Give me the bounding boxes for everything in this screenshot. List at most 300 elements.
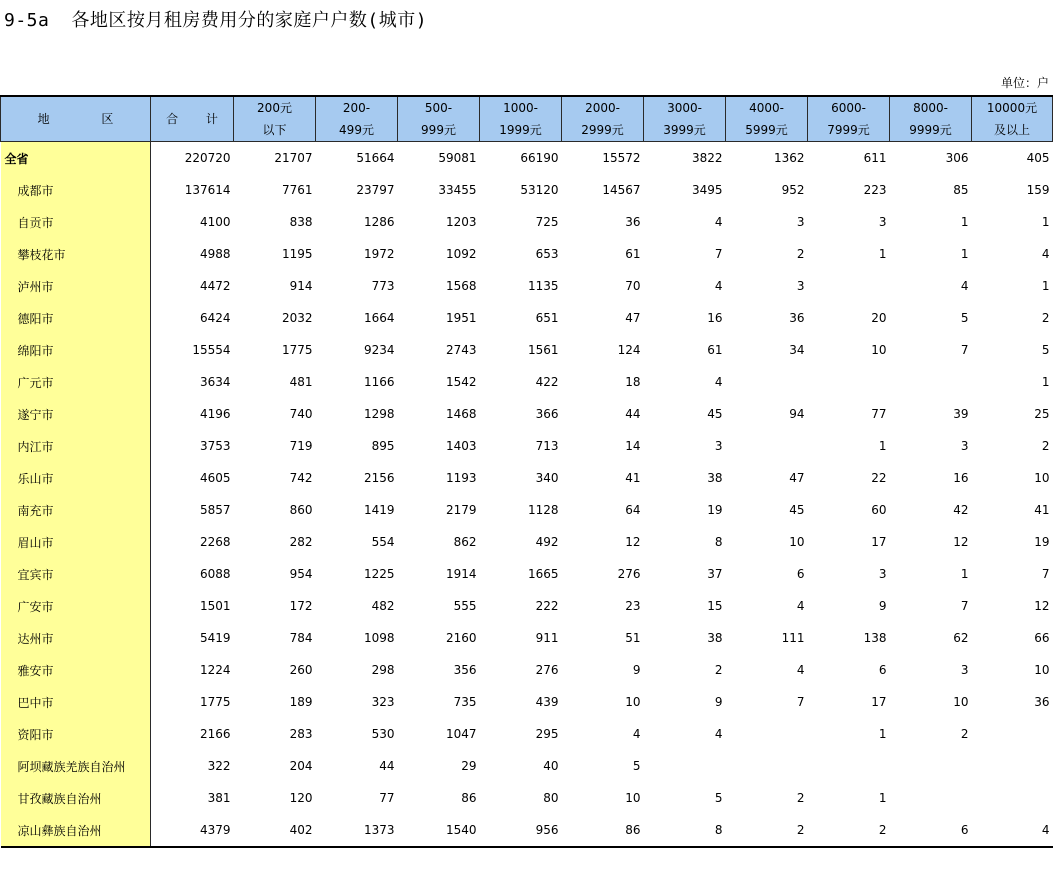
value-cell: 42 [953,503,969,517]
value-cell: 911 [535,631,559,645]
value-cell: 59081 [438,151,477,165]
table-number: 9-5a [4,10,50,31]
value-cell: 41 [1034,503,1050,517]
value-cell: 7 [796,695,805,709]
value-cell: 120 [289,791,313,805]
value-cell [890,782,972,814]
value-cell: 111 [781,631,805,645]
value-cell: 21707 [274,151,313,165]
header-row [1,96,1053,142]
value-cell: 16 [953,471,969,485]
value-cell: 1540 [398,814,480,847]
value-cell [972,750,1053,782]
value-cell: 25 [1034,407,1050,421]
value-cell: 159 [1026,183,1050,197]
value-cell: 1468 [445,407,477,421]
value-cell: 323 [371,695,395,709]
value-cell: 4 [714,727,723,741]
value-cell: 1 [1041,375,1050,389]
value-cell: 2160 [445,631,477,645]
table-row [1,654,1053,686]
value-cell: 3 [878,567,887,581]
value-cell [726,750,808,782]
value-cell: 18 [625,375,641,389]
table-row [1,302,1053,334]
value-cell [644,750,726,782]
value-cell: 402 [234,814,316,847]
value-cell: 3 [796,279,805,293]
region-cell: 自贡市 [1,206,151,238]
header-col: 1000- 1999元 [480,96,562,142]
header-total: 合 计 [151,96,234,142]
value-cell: 742 [289,471,313,485]
region-cell: 成都市 [1,174,151,206]
value-cell: 3 [714,439,723,453]
value-cell: 340 [535,471,559,485]
region-cell: 泸州市 [1,270,151,302]
value-cell: 283 [289,727,313,741]
value-cell: 36 [1034,695,1050,709]
value-cell: 1775 [199,695,231,709]
value-cell: 6088 [199,567,231,581]
value-cell: 36 [789,311,805,325]
region-cell: 甘孜藏族自治州 [1,782,151,814]
value-cell: 1665 [527,567,559,581]
data-table-container [0,95,1053,848]
value-cell: 10 [953,695,969,709]
value-cell: 713 [535,439,559,453]
value-cell: 4988 [199,247,231,261]
value-cell: 1298 [363,407,395,421]
table-row [1,782,1053,814]
region-cell: 巴中市 [1,686,151,718]
value-cell: 3 [960,663,969,677]
value-cell: 137614 [184,183,231,197]
value-cell: 405 [1026,151,1050,165]
value-cell: 2 [1041,439,1050,453]
header-col: 500- 999元 [398,96,480,142]
value-cell: 10 [1034,471,1050,485]
value-cell: 2 [796,791,805,805]
value-cell: 2268 [199,535,231,549]
value-cell: 322 [207,759,231,773]
region-cell: 广安市 [1,590,151,622]
header-col: 2000- 2999元 [562,96,644,142]
page-title [4,6,427,32]
value-cell: 5857 [199,503,231,517]
value-cell: 1 [878,439,887,453]
value-cell [890,750,972,782]
value-cell: 220720 [184,151,231,165]
value-cell [972,782,1053,814]
value-cell: 956 [480,814,562,847]
value-cell [972,718,1053,750]
value-cell: 8 [644,814,726,847]
value-cell: 2 [796,247,805,261]
value-cell: 276 [535,663,559,677]
value-cell: 60 [871,503,887,517]
region-cell: 德阳市 [1,302,151,334]
value-cell: 5 [1041,343,1050,357]
value-cell: 1224 [199,663,231,677]
value-cell: 260 [289,663,313,677]
table-row [1,366,1053,398]
value-cell: 651 [535,311,559,325]
value-cell: 4379 [151,814,234,847]
table-row [1,430,1053,462]
value-cell: 276 [617,567,641,581]
value-cell: 53120 [520,183,559,197]
value-cell: 45 [707,407,723,421]
value-cell: 1951 [445,311,477,325]
value-cell: 5 [960,311,969,325]
value-cell: 86 [461,791,477,805]
table-title: 各地区按月租房费用分的家庭户户数(城市) [71,10,428,31]
value-cell: 4 [714,215,723,229]
table-row [1,750,1053,782]
value-cell: 1914 [445,567,477,581]
value-cell: 860 [289,503,313,517]
value-cell: 1568 [445,279,477,293]
data-table [0,95,1053,848]
value-cell: 7 [1041,567,1050,581]
value-cell: 4 [796,663,805,677]
table-row [1,334,1053,366]
table-row [1,398,1053,430]
unit-label: 单位：户 [1000,76,1049,90]
value-cell: 86 [562,814,644,847]
value-cell: 41 [625,471,641,485]
value-cell [808,750,890,782]
value-cell: 1225 [363,567,395,581]
table-row [1,686,1053,718]
region-cell: 绵阳市 [1,334,151,366]
value-cell: 2 [726,814,808,847]
value-cell: 1 [1041,215,1050,229]
value-cell: 895 [371,439,395,453]
value-cell: 773 [371,279,395,293]
value-cell: 439 [535,695,559,709]
value-cell: 16 [707,311,723,325]
value-cell: 4 [632,727,641,741]
value-cell: 10 [625,791,641,805]
value-cell: 23797 [356,183,395,197]
region-cell: 雅安市 [1,654,151,686]
value-cell: 1 [878,727,887,741]
value-cell: 62 [953,631,969,645]
value-cell: 5 [714,791,723,805]
value-cell: 61 [707,343,723,357]
region-cell: 资阳市 [1,718,151,750]
value-cell: 23 [625,599,641,613]
value-cell: 40 [543,759,559,773]
value-cell: 6 [878,663,887,677]
value-cell: 366 [535,407,559,421]
header-col: 200元 以下 [234,96,316,142]
value-cell: 295 [535,727,559,741]
value-cell: 4100 [199,215,231,229]
value-cell: 6 [890,814,972,847]
value-cell: 7761 [281,183,313,197]
value-cell: 2 [808,814,890,847]
value-cell: 66 [1034,631,1050,645]
value-cell: 77 [871,407,887,421]
value-cell: 735 [453,695,477,709]
value-cell: 3495 [691,183,723,197]
value-cell: 85 [953,183,969,197]
region-cell: 全省 [1,142,151,175]
value-cell: 1972 [363,247,395,261]
region-cell: 阿坝藏族羌族自治州 [1,750,151,782]
value-cell: 17 [871,695,887,709]
value-cell: 5 [632,759,641,773]
value-cell: 3 [960,439,969,453]
value-cell: 1047 [445,727,477,741]
value-cell: 10 [1034,663,1050,677]
value-cell: 124 [617,343,641,357]
value-cell: 17 [871,535,887,549]
value-cell: 189 [289,695,313,709]
value-cell: 1362 [773,151,805,165]
value-cell: 47 [625,311,641,325]
value-cell: 7 [960,343,969,357]
value-cell: 554 [371,535,395,549]
value-cell: 1286 [363,215,395,229]
value-cell: 70 [625,279,641,293]
value-cell: 282 [289,535,313,549]
value-cell [726,366,808,398]
value-cell: 2032 [281,311,313,325]
value-cell: 653 [535,247,559,261]
value-cell: 7 [960,599,969,613]
region-cell: 攀枝花市 [1,238,151,270]
value-cell: 64 [625,503,641,517]
value-cell: 3634 [199,375,231,389]
region-cell: 凉山彝族自治州 [1,814,151,847]
value-cell: 1098 [363,631,395,645]
value-cell: 9 [714,695,723,709]
value-cell: 3753 [199,439,231,453]
table-row [1,718,1053,750]
value-cell: 33455 [438,183,477,197]
value-cell: 2743 [445,343,477,357]
value-cell: 37 [707,567,723,581]
value-cell: 3 [878,215,887,229]
value-cell: 4 [1041,247,1050,261]
value-cell: 66190 [520,151,559,165]
header-col: 4000- 5999元 [726,96,808,142]
value-cell: 2156 [363,471,395,485]
value-cell: 1203 [445,215,477,229]
value-cell: 12 [1034,599,1050,613]
value-cell: 1 [878,247,887,261]
table-row [1,270,1053,302]
value-cell: 45 [789,503,805,517]
header-col: 10000元 及以上 [972,96,1053,142]
header-col: 8000- 9999元 [890,96,972,142]
region-cell: 遂宁市 [1,398,151,430]
value-cell: 1664 [363,311,395,325]
value-cell: 10 [789,535,805,549]
value-cell: 15554 [192,343,231,357]
region-cell: 内江市 [1,430,151,462]
value-cell: 6424 [199,311,231,325]
value-cell: 44 [625,407,641,421]
value-cell: 38 [707,631,723,645]
value-cell: 481 [289,375,313,389]
value-cell: 34 [789,343,805,357]
value-cell: 61 [625,247,641,261]
value-cell: 51 [625,631,641,645]
value-cell: 4 [714,279,723,293]
value-cell: 15 [707,599,723,613]
value-cell: 1193 [445,471,477,485]
table-row [1,590,1053,622]
value-cell: 36 [625,215,641,229]
value-cell: 38 [707,471,723,485]
value-cell: 94 [789,407,805,421]
table-row [1,174,1053,206]
value-cell: 2179 [445,503,477,517]
value-cell: 1561 [527,343,559,357]
value-cell [808,366,890,398]
table-row [1,494,1053,526]
value-cell: 1195 [281,247,313,261]
value-cell: 4 [714,375,723,389]
value-cell: 555 [453,599,477,613]
value-cell: 492 [535,535,559,549]
value-cell: 1542 [445,375,477,389]
value-cell: 1 [960,215,969,229]
value-cell: 138 [863,631,887,645]
table-row [1,814,1053,847]
value-cell: 1419 [363,503,395,517]
value-cell: 6 [796,567,805,581]
value-cell: 77 [379,791,395,805]
value-cell: 4605 [199,471,231,485]
header-col: 200- 499元 [316,96,398,142]
value-cell: 20 [871,311,887,325]
value-cell: 3 [796,215,805,229]
value-cell: 4196 [199,407,231,421]
value-cell: 222 [535,599,559,613]
value-cell: 14 [625,439,641,453]
value-cell: 719 [289,439,313,453]
value-cell: 725 [535,215,559,229]
value-cell: 1 [1041,279,1050,293]
value-cell: 1 [878,791,887,805]
value-cell: 9 [878,599,887,613]
value-cell [726,430,808,462]
value-cell: 1135 [527,279,559,293]
value-cell: 39 [953,407,969,421]
value-cell: 4472 [199,279,231,293]
value-cell: 306 [945,151,969,165]
table-row [1,462,1053,494]
region-cell: 眉山市 [1,526,151,558]
value-cell: 3822 [691,151,723,165]
value-cell: 1775 [281,343,313,357]
value-cell [808,270,890,302]
table-row [1,622,1053,654]
header-region: 地 区 [1,96,151,142]
value-cell: 952 [781,183,805,197]
value-cell: 2 [960,727,969,741]
value-cell: 172 [289,599,313,613]
value-cell: 1166 [363,375,395,389]
value-cell: 356 [453,663,477,677]
value-cell: 9234 [363,343,395,357]
value-cell: 1 [960,247,969,261]
value-cell [890,366,972,398]
value-cell: 10 [625,695,641,709]
value-cell: 1128 [527,503,559,517]
value-cell: 204 [289,759,313,773]
value-cell: 2166 [199,727,231,741]
region-cell: 广元市 [1,366,151,398]
table-row [1,526,1053,558]
header-col: 6000- 7999元 [808,96,890,142]
value-cell: 381 [207,791,231,805]
region-cell: 达州市 [1,622,151,654]
table-row [1,558,1053,590]
value-cell: 12 [625,535,641,549]
value-cell: 1 [960,567,969,581]
value-cell: 223 [863,183,887,197]
value-cell: 1501 [199,599,231,613]
value-cell: 47 [789,471,805,485]
value-cell: 954 [289,567,313,581]
value-cell: 19 [1034,535,1050,549]
value-cell: 4 [960,279,969,293]
value-cell: 838 [289,215,313,229]
value-cell: 51664 [356,151,395,165]
value-cell [726,718,808,750]
value-cell: 15572 [602,151,641,165]
region-cell: 南充市 [1,494,151,526]
value-cell: 4 [972,814,1053,847]
value-cell: 2 [1041,311,1050,325]
table-row [1,238,1053,270]
value-cell: 862 [453,535,477,549]
value-cell: 1373 [316,814,398,847]
value-cell: 19 [707,503,723,517]
value-cell: 298 [371,663,395,677]
value-cell: 4 [796,599,805,613]
value-cell: 80 [543,791,559,805]
table-body [1,142,1053,848]
value-cell: 482 [371,599,395,613]
value-cell: 22 [871,471,887,485]
header-col: 3000- 3999元 [644,96,726,142]
region-cell: 乐山市 [1,462,151,494]
value-cell: 2 [714,663,723,677]
value-cell: 44 [379,759,395,773]
value-cell: 1092 [445,247,477,261]
value-cell: 7 [714,247,723,261]
value-cell: 5419 [199,631,231,645]
table-row [1,206,1053,238]
value-cell: 740 [289,407,313,421]
value-cell: 9 [632,663,641,677]
value-cell: 29 [461,759,477,773]
value-cell: 611 [863,151,887,165]
value-cell: 422 [535,375,559,389]
value-cell: 530 [371,727,395,741]
region-cell: 宜宾市 [1,558,151,590]
value-cell: 8 [714,535,723,549]
value-cell: 914 [289,279,313,293]
